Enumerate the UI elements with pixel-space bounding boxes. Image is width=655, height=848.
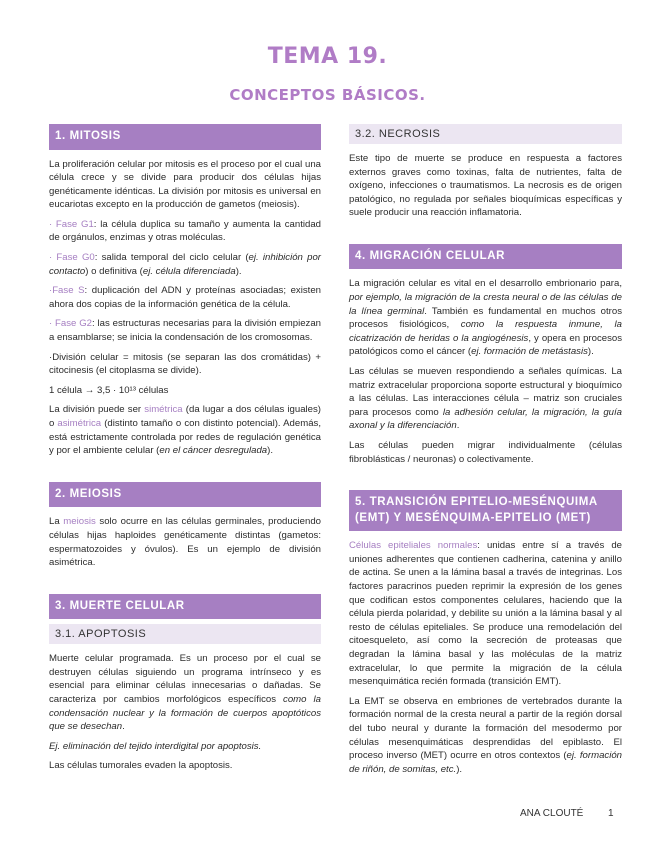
mitosis-intro: La proliferación celular por mitosis es el proceso por el cual una célula crece y se divide para producir dos células hijas genéticamente idénticas. La división por mitosis es universal en eucariotas excepto en la producción de gametos (meiosis). [49,158,321,211]
phase-g1: · Fase G1: la célula duplica su tamaño y aumenta la cantidad de orgánulos, enzimas y otras moléculas. [49,218,322,244]
necrosis-text: Este tipo de muerte se produce en respuesta a factores externos graves como toxinas, falta de nutrientes, falta de oxígeno, infecciones o traumatismos. La necrosis es de origen patológico, no regulada por señales bioquímicas específicas y suele producir una reacción inflamatoria. [349,153,622,219]
emt-p2: La EMT se observa en embriones de vertebrados durante la formación normal de la cresta neural a partir de la región dorsal del tubo neural y durante la formación del mesodermo por células mesenquimáticas desprendidas del epiblasto. El proceso inverso (MET) ocurre en otros contextos (ej. formación de riñón, de somitas, etc.). [349,695,623,775]
page-subtitle: CONCEPTOS BÁSICOS. [229,86,426,104]
footer-author: ANA CLOUTÉ [520,808,584,819]
migracion-p1: La migración celular es vital en el desarrollo embrionario para, por ejemplo, la migración de la cresta neural o de las células de la línea germinal. También es fundamental en muchos otros procesos fisiológicos, como la respuesta inmune, la cicatrización de heridas o la angiogénesis, y opera en procesos patológicos como el cáncer (ej. formación de metástasis). [349,278,622,358]
subheading-necrosis: 3.2. NECROSIS [349,124,622,144]
phase-s: ·Fase S: duplicación del ADN y proteínas asociadas; existen ahora dos copias de la información genética de la célula. [49,285,321,310]
cell-division: ·División celular = mitosis (se separan las dos cromátidas) + citocinesis (el citoplasma se divide). [49,351,321,377]
section-heading-muerte-celular: 3. MUERTE CELULAR [49,594,321,620]
section-heading-meiosis: 2. MEIOSIS [49,482,321,508]
migracion-p3: Las células pueden migrar individualmente (células fibroblásticas / neuronas) o colectivamente. [349,440,622,465]
section-heading-migracion: 4. MIGRACIÓN CELULAR [349,244,622,270]
phase-g0: · Fase G0: salida temporal del ciclo celular (ej. inhibición por contacto) o definitiva (ej. célula diferenciada). [49,252,321,277]
subheading-apoptosis: 3.1. APOPTOSIS [49,624,321,644]
left-column [49,124,321,779]
section-heading-mitosis: 1. MITOSIS [49,124,321,150]
cell-count: 1 célula → 3,5 · 10¹³ células [49,384,169,396]
emt-p1: Células epiteliales normales: unidas entre sí a través de uniones adherentes que contienen cadherina, catenina y anillo de actina. Se unen a la lámina basal a través de integrinas. Los factores paracrinos pueden reprimir la expresión de los genes que codifican estos componentes celulares, haciendo que la célula pierda polaridad, y debilite su unión a la lámina basal y al resto de células epiteliales. Se produce una remodelación del citoesqueleto, así como la secreción de proteasas que degradan la lámina basal y las moléculas de la matriz extracelular, lo que permite la migración de la célula mesenquimática recién formada (transición EMT). [349,540,623,688]
phase-g2: · Fase G2: las estructuras necesarias para la división empiezan a ensamblarse; se inicia la condensación de los cromosomas. [49,318,322,344]
footer-page-number: 1 [608,808,614,819]
apoptosis-text: Muerte celular programada. Es un proceso por el cual se destruyen células siguiendo un programa intrínseco y es esencial para eliminar células innecesarias o dañadas. Se caracteriza por cambios morfológicos específicos como la condensación nuclear y la formación de cuerpos apoptóticos que se desechan. [49,653,322,733]
meiosis-text: La meiosis solo ocurre en las células germinales, produciendo células hijas haploides genéticamente distintas (gametos: espermatozoides y óvulos). Es un ejemplo de división asimétrica. [49,516,321,569]
apoptosis-tumor: Las células tumorales evaden la apoptosis. [49,760,233,772]
page-title: TEMA 19. [267,44,388,69]
apoptosis-example: Ej. eliminación del tejido interdigital por apoptosis. [49,740,262,752]
section-heading-emt: 5. TRANSICIÓN EPITELIO-MESÉNQUIMA (EMT) Y MESÉNQUIMA-EPITELIO (MET) [349,490,622,531]
right-column [349,124,622,782]
division-types: La división puede ser simétrica (da lugar a dos células iguales) o asimétrica (distinto tamaño o con distinto potencial). Además, está estrictamente controlada por redes de regulación genética y por el ambiente celular (en el cáncer desregulada). [49,404,321,457]
migracion-p2: Las células se mueven respondiendo a señales químicas. La matriz extracelular proporciona soporte estructural y bioquímico a las células. Las interacciones célula – matriz son cruciales para procesos como la adhesión celular, la migración, la guía axonal y la diferenciación. [349,366,622,432]
